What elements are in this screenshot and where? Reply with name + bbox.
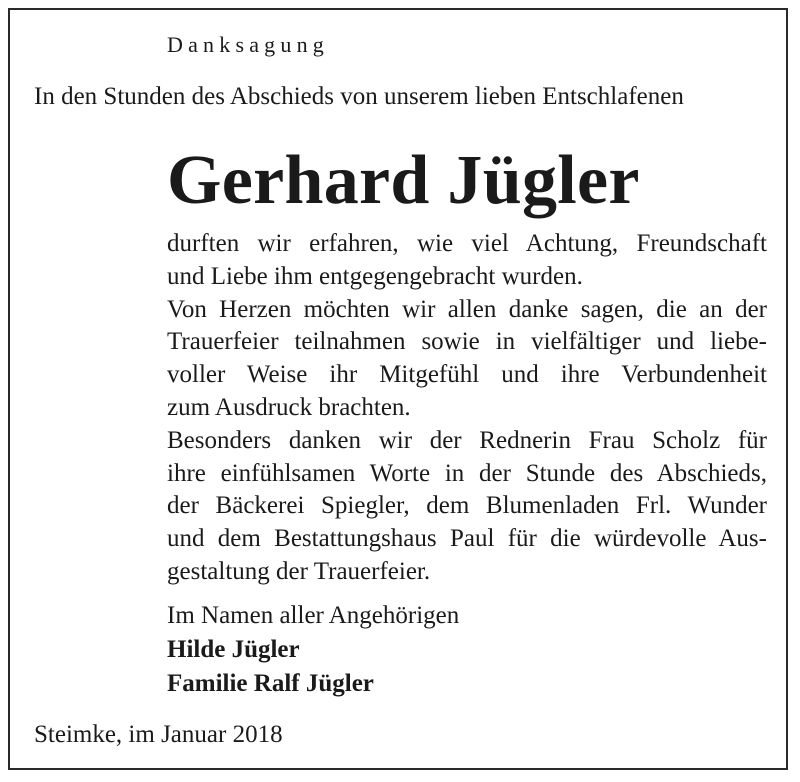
body-line: Besonders danken wir der Rednerin Frau Scholz für: [167, 426, 767, 454]
notice-body: [167, 228, 767, 589]
notice-heading: Danksagung: [167, 32, 329, 57]
signature-block: [167, 599, 459, 701]
closing-line: Im Namen aller Angehörigen: [167, 602, 460, 629]
body-line: der Bäckerei Spiegler, dem Blumenladen Frl. Wunder: [167, 492, 767, 520]
body-line: gestaltung der Trauerfeier.: [167, 557, 431, 585]
body-line: und Liebe ihm entgegengebracht wurden.: [167, 262, 583, 290]
body-line: und dem Bestattungshaus Paul für die würdevolle Aus-: [167, 525, 767, 553]
body-line: voller Weise ihr Mitgefühl und ihre Verbundenheit: [167, 361, 767, 389]
body-line: Trauerfeier teilnahmen sowie in vielfältiger und liebe-: [167, 328, 767, 356]
deceased-name: Gerhard Jügler: [167, 142, 640, 219]
notice-intro: In den Stunden des Abschieds von unserem lieben Entschlafenen: [34, 83, 684, 110]
signatory-name: Familie Ralf Jügler: [167, 670, 374, 697]
signatory-name: Hilde Jügler: [167, 636, 300, 663]
body-line: zum Ausdruck brachten.: [167, 393, 411, 421]
body-line: Von Herzen möchten wir allen danke sagen, die an der: [167, 295, 767, 323]
body-line: ihre einfühlsamen Worte in der Stunde des Abschieds,: [167, 459, 767, 487]
body-line: durften wir erfahren, wie viel Achtung, Freundschaft: [167, 230, 767, 257]
place-date: Steimke, im Januar 2018: [34, 721, 283, 748]
